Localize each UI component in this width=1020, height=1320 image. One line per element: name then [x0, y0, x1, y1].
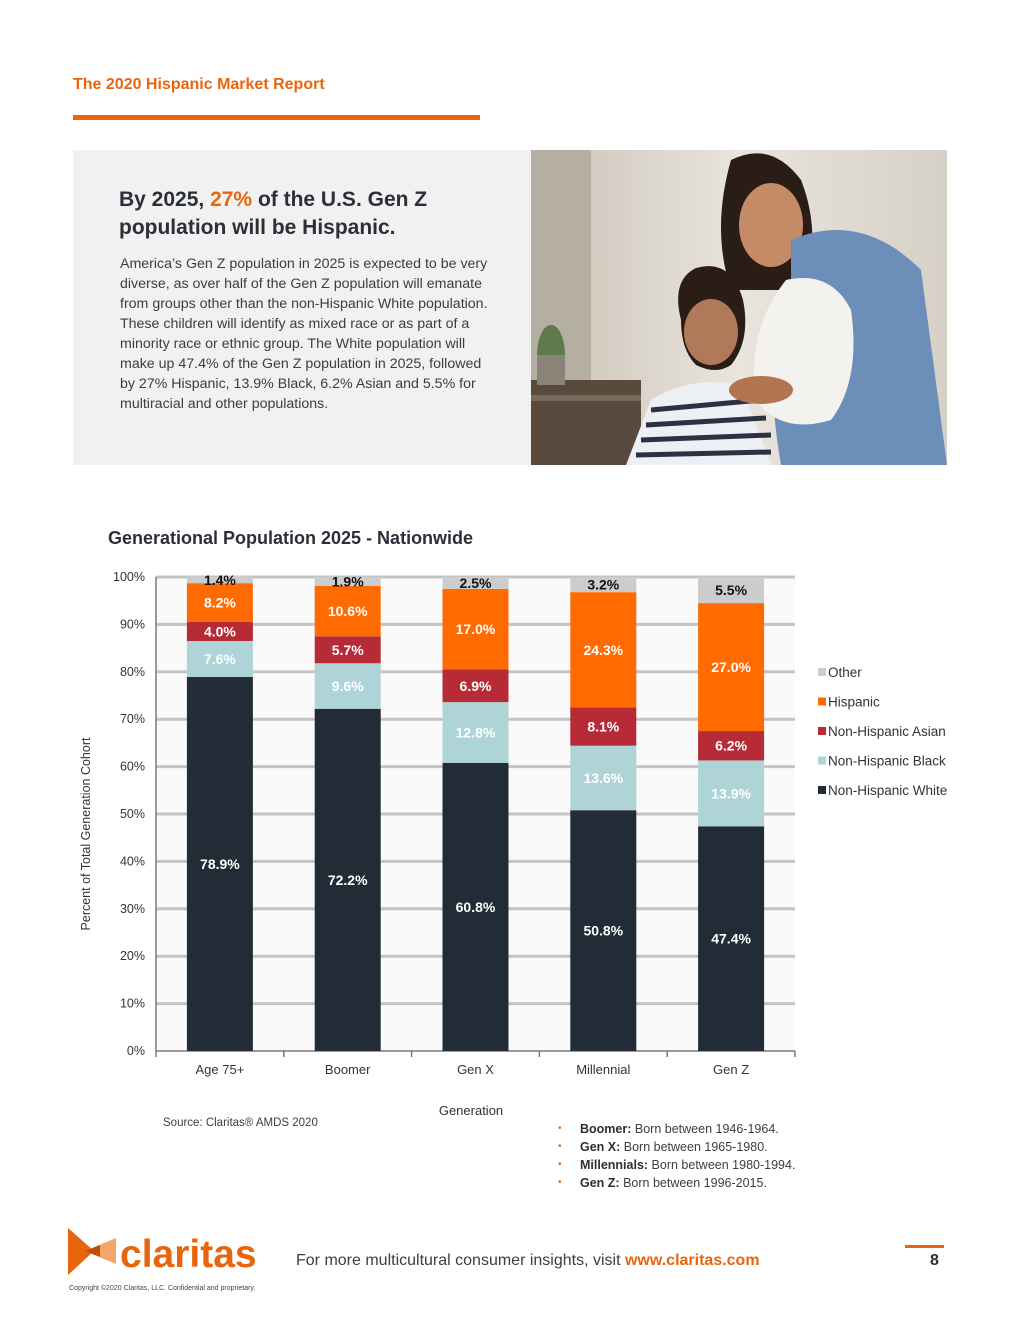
x-tick-label: Gen X — [457, 1062, 494, 1077]
header-rule — [73, 115, 480, 120]
source-note: Source: Claritas® AMDS 2020 — [163, 1117, 318, 1129]
data-label: 6.9% — [459, 677, 492, 694]
intro-heading — [119, 186, 489, 242]
definition-term: Gen Z: — [580, 1176, 620, 1190]
logo-text: claritas — [120, 1233, 257, 1276]
legend-swatch — [818, 668, 826, 676]
generation-definitions — [558, 1120, 795, 1192]
data-label: 60.8% — [455, 898, 496, 915]
data-label: 17.0% — [455, 621, 496, 638]
definition-term: Gen X: — [580, 1140, 621, 1154]
definition-item — [558, 1138, 795, 1156]
data-label: 2.5% — [459, 574, 492, 591]
data-label: 13.9% — [711, 785, 751, 802]
y-tick-label: 60% — [119, 759, 145, 774]
bullet: • — [558, 1159, 562, 1170]
y-tick-label: 0% — [126, 1044, 145, 1058]
heading-post: of the U.S. Gen Z population will be Hispanic. — [119, 188, 428, 239]
x-tick-label: Millennial — [576, 1062, 631, 1077]
data-label: 8.1% — [587, 718, 620, 735]
y-tick-label: 40% — [119, 854, 145, 869]
y-tick-label: 30% — [119, 901, 145, 916]
intro-box — [73, 150, 531, 465]
x-tick-label: Boomer — [324, 1062, 371, 1077]
definition-text: Born between 1980-1994. — [648, 1158, 796, 1172]
definition-text: Born between 1965-1980. — [620, 1140, 768, 1154]
data-label: 3.2% — [587, 576, 620, 593]
bullet: • — [558, 1141, 562, 1152]
page-number: 8 — [930, 1252, 939, 1269]
y-tick-label: 10% — [119, 996, 145, 1011]
definition-text: Born between 1996-2015. — [619, 1176, 767, 1190]
definition-text: Born between 1946-1964. — [631, 1122, 779, 1136]
bullet: • — [558, 1177, 562, 1188]
y-axis-title: Percent of Total Generation Cohort — [79, 737, 93, 931]
claritas-logo — [68, 1225, 268, 1280]
y-tick-label: 20% — [119, 949, 145, 964]
data-label: 10.6% — [327, 603, 368, 620]
data-label: 12.8% — [455, 724, 496, 741]
y-tick-label: 50% — [119, 807, 145, 821]
x-tick-label: Age 75+ — [195, 1062, 245, 1077]
data-label: 24.3% — [583, 641, 624, 658]
data-label: 50.8% — [583, 922, 624, 939]
data-label: 72.2% — [327, 871, 368, 888]
claritas-link[interactable]: www.claritas.com — [624, 1252, 760, 1269]
stacked-bar-chart — [60, 560, 980, 1130]
chart-title: Generational Population 2025 - Nationwide — [108, 528, 474, 548]
data-label: 1.4% — [203, 571, 236, 588]
legend-label: Non-Hispanic White — [828, 783, 948, 798]
data-label: 27.0% — [711, 659, 751, 676]
heading-pre: By 2025, — [119, 188, 211, 211]
intro-body: America’s Gen Z population in 2025 is expected to be very diverse, as over half of the Gen Z population will emanate from groups other than the non-Hispanic White population. These children will identify as mixed race or as part of a minority race or ethnic group. The White population will make up 47.4% of the Gen Z population in 2025, followed by 27% Hispanic, 13.9% Black, 6.2% Asian and 5.5% for multiracial and other populations. — [120, 256, 488, 412]
data-label: 5.7% — [331, 641, 364, 658]
bullet: • — [558, 1123, 562, 1134]
legend-swatch — [818, 757, 826, 765]
footer-text — [296, 1252, 760, 1270]
legend-swatch — [818, 698, 826, 706]
x-tick-label: Gen Z — [713, 1062, 750, 1077]
definition-item — [558, 1174, 795, 1192]
definition-item — [558, 1156, 795, 1174]
legend-label: Non-Hispanic Asian — [828, 724, 946, 739]
report-title: The 2020 Hispanic Market Report — [73, 76, 325, 93]
mother-daughter-photo — [531, 150, 947, 465]
data-label: 4.0% — [203, 623, 236, 640]
legend-label: Non-Hispanic Black — [828, 753, 946, 769]
data-label: 7.6% — [203, 651, 236, 668]
definition-term: Boomer: — [580, 1122, 632, 1136]
page-number-rule — [905, 1245, 944, 1248]
y-tick-label: 70% — [119, 712, 145, 727]
legend-label: Hispanic — [828, 694, 880, 710]
data-label: 78.9% — [200, 856, 240, 873]
data-label: 1.9% — [331, 573, 364, 590]
x-axis-title: Generation — [438, 1103, 504, 1118]
photo-illustration — [531, 150, 947, 465]
copyright: Copyright ©2020 Claritas, LLC. Confidential and proprietary. — [69, 1285, 256, 1292]
data-label: 47.4% — [711, 930, 751, 947]
definition-item — [558, 1120, 795, 1138]
y-tick-label: 80% — [119, 664, 145, 679]
footer-prompt: For more multicultural consumer insights, visit — [296, 1252, 625, 1269]
legend-label: Other — [828, 665, 862, 680]
data-label: 13.6% — [583, 769, 624, 786]
data-label: 9.6% — [331, 678, 364, 695]
y-tick-label: 100% — [113, 570, 145, 584]
data-label: 6.2% — [715, 737, 748, 754]
heading-highlight: 27% — [210, 188, 253, 211]
data-label: 8.2% — [203, 594, 236, 611]
definition-term: Millennials: — [580, 1158, 649, 1172]
legend-swatch — [818, 727, 826, 735]
data-label: 5.5% — [715, 582, 748, 599]
y-tick-label: 90% — [119, 617, 145, 632]
legend-swatch — [818, 786, 826, 794]
